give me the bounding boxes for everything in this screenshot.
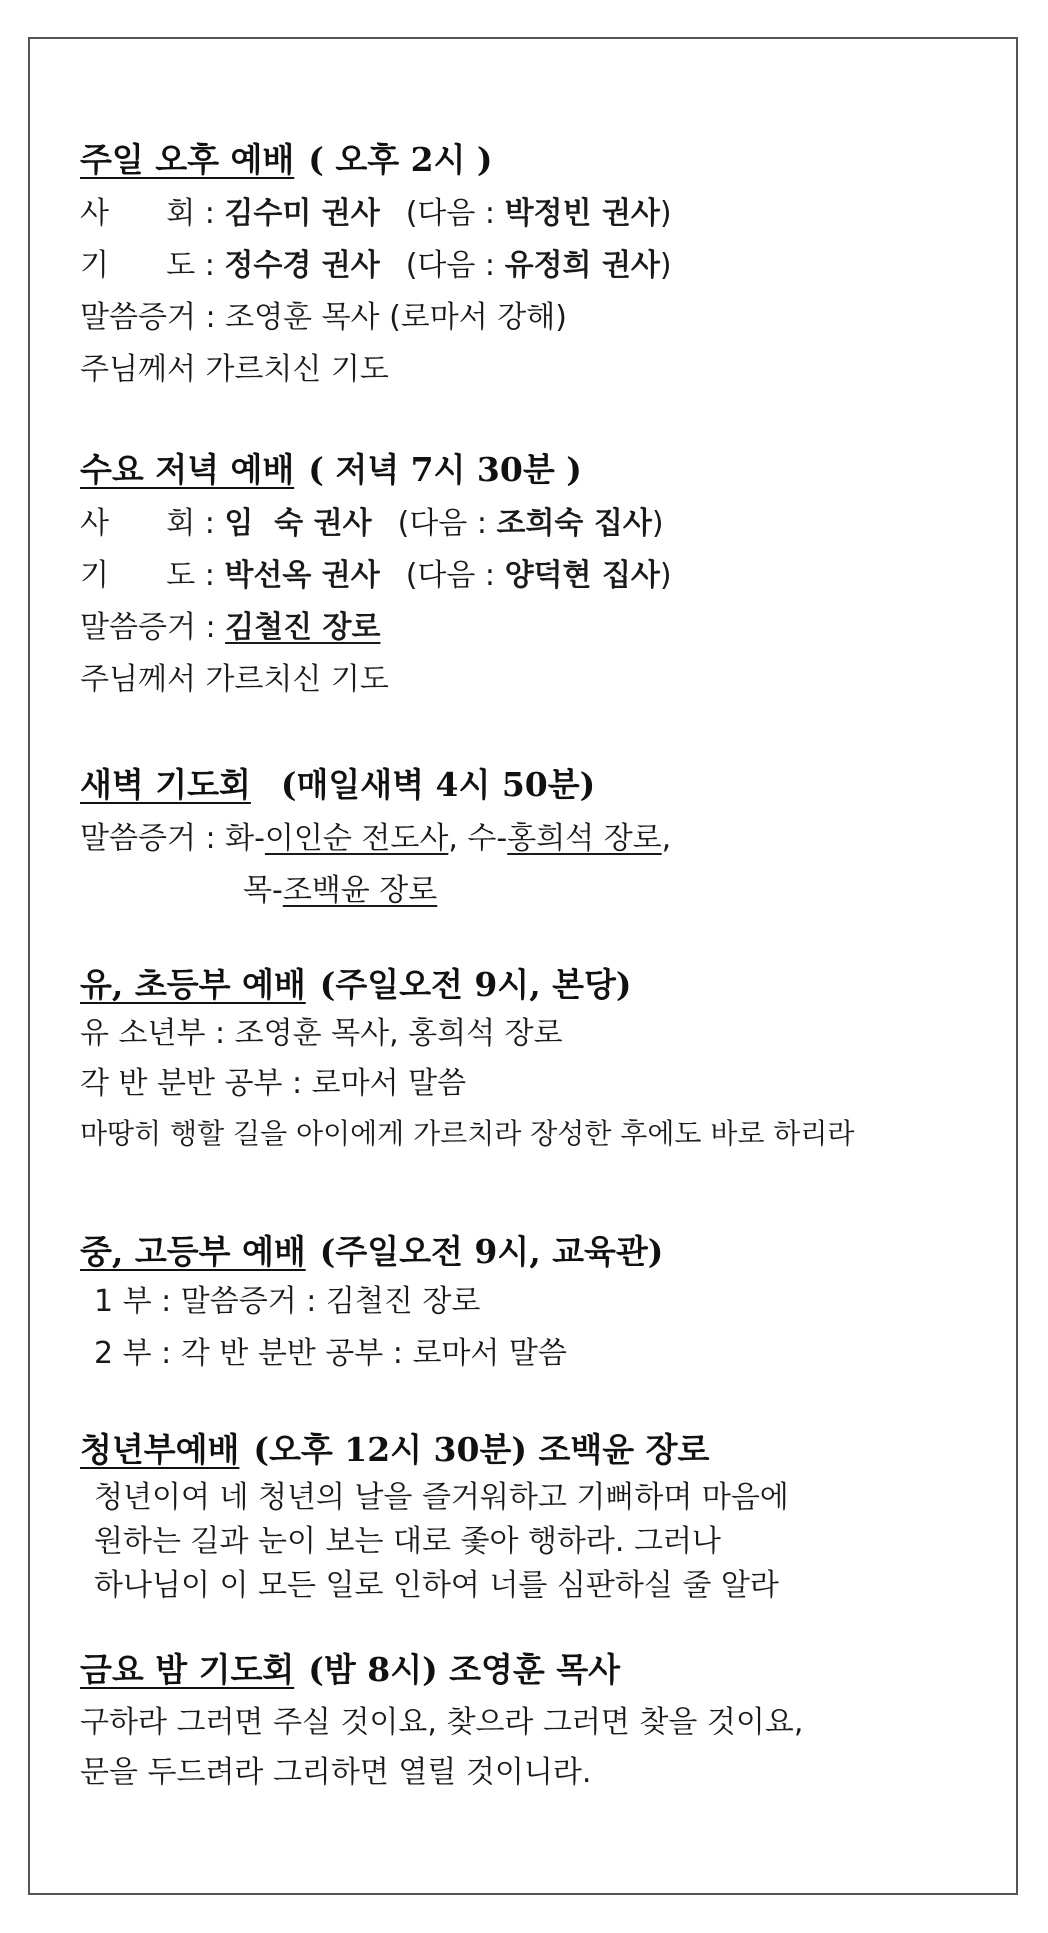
section-title: 새벽 기도회 <box>80 765 251 804</box>
young-adult-verse-3: 하나님이 이 모든 일로 인하여 너를 심판하실 줄 알라 <box>94 1568 779 1603</box>
sermon-line <box>80 602 980 654</box>
sermon-line: 말씀증거 : 조영훈 목사 (로마서 강해) <box>80 300 567 335</box>
prayer-next-name: 양덕현 집사 <box>504 558 660 593</box>
sermon-label: 말씀증거 : <box>80 610 226 645</box>
section-title: 유, 초등부 예배 <box>80 965 306 1004</box>
dawn-sermon-line <box>80 813 980 865</box>
section-title: 청년부예배 <box>80 1430 240 1469</box>
sermon-title-line: 주님께서 가르치신 기도 <box>80 662 389 697</box>
section-time: ( 저녁 7시 30분 ) <box>308 450 582 489</box>
host-next-open: (다음 : <box>405 196 505 231</box>
host-next-name: 박정빈 권사 <box>504 196 660 231</box>
host-label: 사 회 : <box>80 196 225 231</box>
section-elementary <box>80 965 980 1159</box>
elementary-line-3: 마땅히 행할 길을 아이에게 가르치라 장성한 후에도 바로 하리라 <box>80 1117 855 1150</box>
section-time: (주일오전 9시, 본당) <box>319 965 632 1004</box>
section-title: 금요 밤 기도회 <box>80 1650 295 1689</box>
prayer-next-open: (다음 : <box>405 248 505 283</box>
host-name: 김수미 권사 <box>224 196 380 231</box>
section-youth <box>80 1232 980 1380</box>
youth-line-1: 1 부 : 말씀증거 : 김철진 장로 <box>94 1284 481 1319</box>
prayer-next-close: ) <box>659 558 672 593</box>
prayer-label: 기 도 : <box>80 558 225 593</box>
section-friday-night <box>80 1650 980 1798</box>
prayer-next-name: 유정희 권사 <box>504 248 660 283</box>
young-adult-verse-2: 원하는 길과 눈이 보는 대로 좇아 행하라. 그러나 <box>94 1524 721 1559</box>
prayer-name: 정수경 권사 <box>224 248 380 283</box>
wednesday-suffix: , <box>661 821 672 856</box>
section-time: ( 오후 2시 ) <box>308 140 493 179</box>
host-line <box>80 188 980 240</box>
tuesday-speaker: 이인순 전도사 <box>264 821 449 856</box>
thursday-speaker: 조백윤 장로 <box>282 873 438 908</box>
host-next-open: (다음 : <box>397 506 497 541</box>
section-heading <box>80 450 980 490</box>
section-time: (주일오전 9시, 교육관) <box>319 1232 664 1271</box>
section-dawn-prayer <box>80 765 980 917</box>
sermon-speaker: 김철진 장로 <box>225 610 381 645</box>
sermon-title-line: 주님께서 가르치신 기도 <box>80 352 389 387</box>
section-heading <box>80 765 980 805</box>
section-title: 수요 저녁 예배 <box>80 450 295 489</box>
sermon-label: 말씀증거 : 화- <box>80 821 265 856</box>
thursday-prefix: 목- <box>243 873 283 908</box>
friday-verse-1: 구하라 그러면 주실 것이요, 찾으라 그러면 찾을 것이요, <box>80 1705 804 1740</box>
section-time: (오후 12시 30분) 조백윤 장로 <box>253 1430 710 1469</box>
prayer-label: 기 도 : <box>80 248 225 283</box>
section-heading <box>80 1650 980 1690</box>
section-heading <box>80 965 980 1005</box>
prayer-next-close: ) <box>659 248 672 283</box>
section-title: 중, 고등부 예배 <box>80 1232 306 1271</box>
section-time: (밤 8시) 조영훈 목사 <box>308 1650 621 1689</box>
host-label: 사 회 : <box>80 506 225 541</box>
section-wednesday-evening <box>80 450 980 706</box>
section-title: 주일 오후 예배 <box>80 140 295 179</box>
young-adult-verse-1: 청년이여 네 청년의 날을 즐거워하고 기뻐하며 마음에 <box>94 1480 789 1515</box>
section-young-adult <box>80 1430 980 1608</box>
elementary-line-1: 유 소년부 : 조영훈 목사, 홍희석 장로 <box>80 1016 563 1051</box>
host-name: 임 숙 권사 <box>224 506 372 541</box>
prayer-name: 박선옥 권사 <box>224 558 380 593</box>
prayer-line <box>80 550 980 602</box>
section-time: (매일새벽 4시 50분) <box>280 765 596 804</box>
host-next-close: ) <box>651 506 664 541</box>
host-line <box>80 498 980 550</box>
host-next-name: 조희숙 집사 <box>496 506 652 541</box>
section-sunday-afternoon <box>80 140 980 396</box>
section-heading <box>80 1232 980 1272</box>
section-heading <box>80 140 980 180</box>
prayer-line <box>80 240 980 292</box>
prayer-next-open: (다음 : <box>405 558 505 593</box>
section-heading <box>80 1430 980 1470</box>
elementary-line-2: 각 반 분반 공부 : 로마서 말씀 <box>80 1066 467 1101</box>
youth-line-2: 2 부 : 각 반 분반 공부 : 로마서 말씀 <box>94 1336 567 1371</box>
wednesday-prefix: , 수- <box>448 821 508 856</box>
friday-verse-2: 문을 두드려라 그리하면 열릴 것이니라. <box>80 1755 592 1790</box>
wednesday-speaker: 홍희석 장로 <box>507 821 662 856</box>
dawn-thursday-line <box>80 865 980 917</box>
host-next-close: ) <box>659 196 672 231</box>
